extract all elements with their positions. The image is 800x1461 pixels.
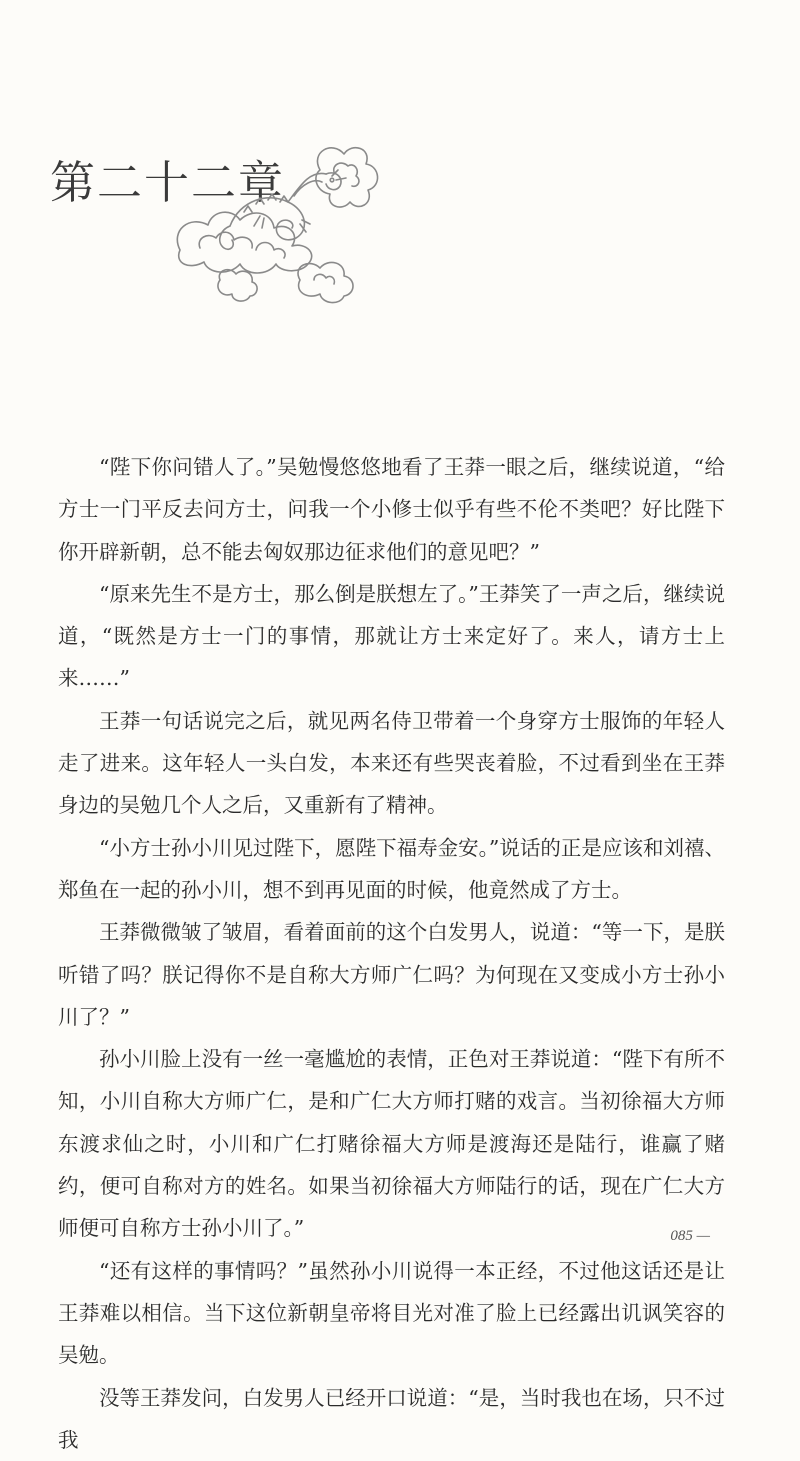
- paragraph: “陛下你问错人了。”吴勉慢悠悠地看了王莽一眼之后，继续说道，“给方士一门平反去问方士，问我一个小修士似乎有些不伦不类吧？好比陛下你开辟新朝，总不能去匈奴那边征求他们的意见吧？”: [58, 455, 725, 564]
- paragraph: “还有这样的事情吗？”虽然孙小川说得一本正经，不过他这话还是让王莽难以相信。当下这位新朝皇帝将目光对准了脸上已经露出讥讽笑容的吴勉。: [58, 1258, 725, 1368]
- paragraph: 孙小川脸上没有一丝一毫尴尬的表情，正色对王莽说道：“陛下有所不知，小川自称大方师广仁，是和广仁大方师打赌的戏言。当初徐福大方师东渡求仙之时，小川和广仁打赌徐福大方师是渡海还是陆行，谁赢了赌约，便可自称对方的姓名。如果当初徐福大方师陆行的话，现在广仁大方师便可自称方士孙小川了。”: [58, 1047, 725, 1241]
- page-number: 085 —: [670, 1228, 710, 1244]
- paragraph: “小方士孙小川见过陛下，愿陛下福寿金安。”说话的正是应该和刘禧、郑鱼在一起的孙小川，想不到再见面的时候，他竟然成了方士。: [58, 835, 725, 902]
- paragraph: 王莽一句话说完之后，就见两名侍卫带着一个身穿方士服饰的年轻人走了进来。这年轻人一头白发，本来还有些哭丧着脸，不过看到坐在王莽身边的吴勉几个人之后，又重新有了精神。: [58, 708, 725, 818]
- paragraph: 王莽微微皱了皱眉，看着面前的这个白发男人，说道：“等一下，是朕听错了吗？朕记得你不是自称大方师广仁吗？为何现在又变成小方士孙小川了？”: [58, 920, 725, 1029]
- paragraph: “原来先生不是方士，那么倒是朕想左了。”王莽笑了一声之后，继续说道，“既然是方士一门的事情，那就让方士来定好了。来人，请方士上来……”: [58, 581, 725, 691]
- paragraph: 没等王莽发问，白发男人已经开口说道：“是，当时我也在场，只不过我: [58, 1385, 725, 1452]
- chapter-body: [58, 446, 725, 1461]
- chapter-title: 第二十二章: [50, 156, 286, 209]
- cloud-dragon-ornament-icon: [160, 130, 390, 310]
